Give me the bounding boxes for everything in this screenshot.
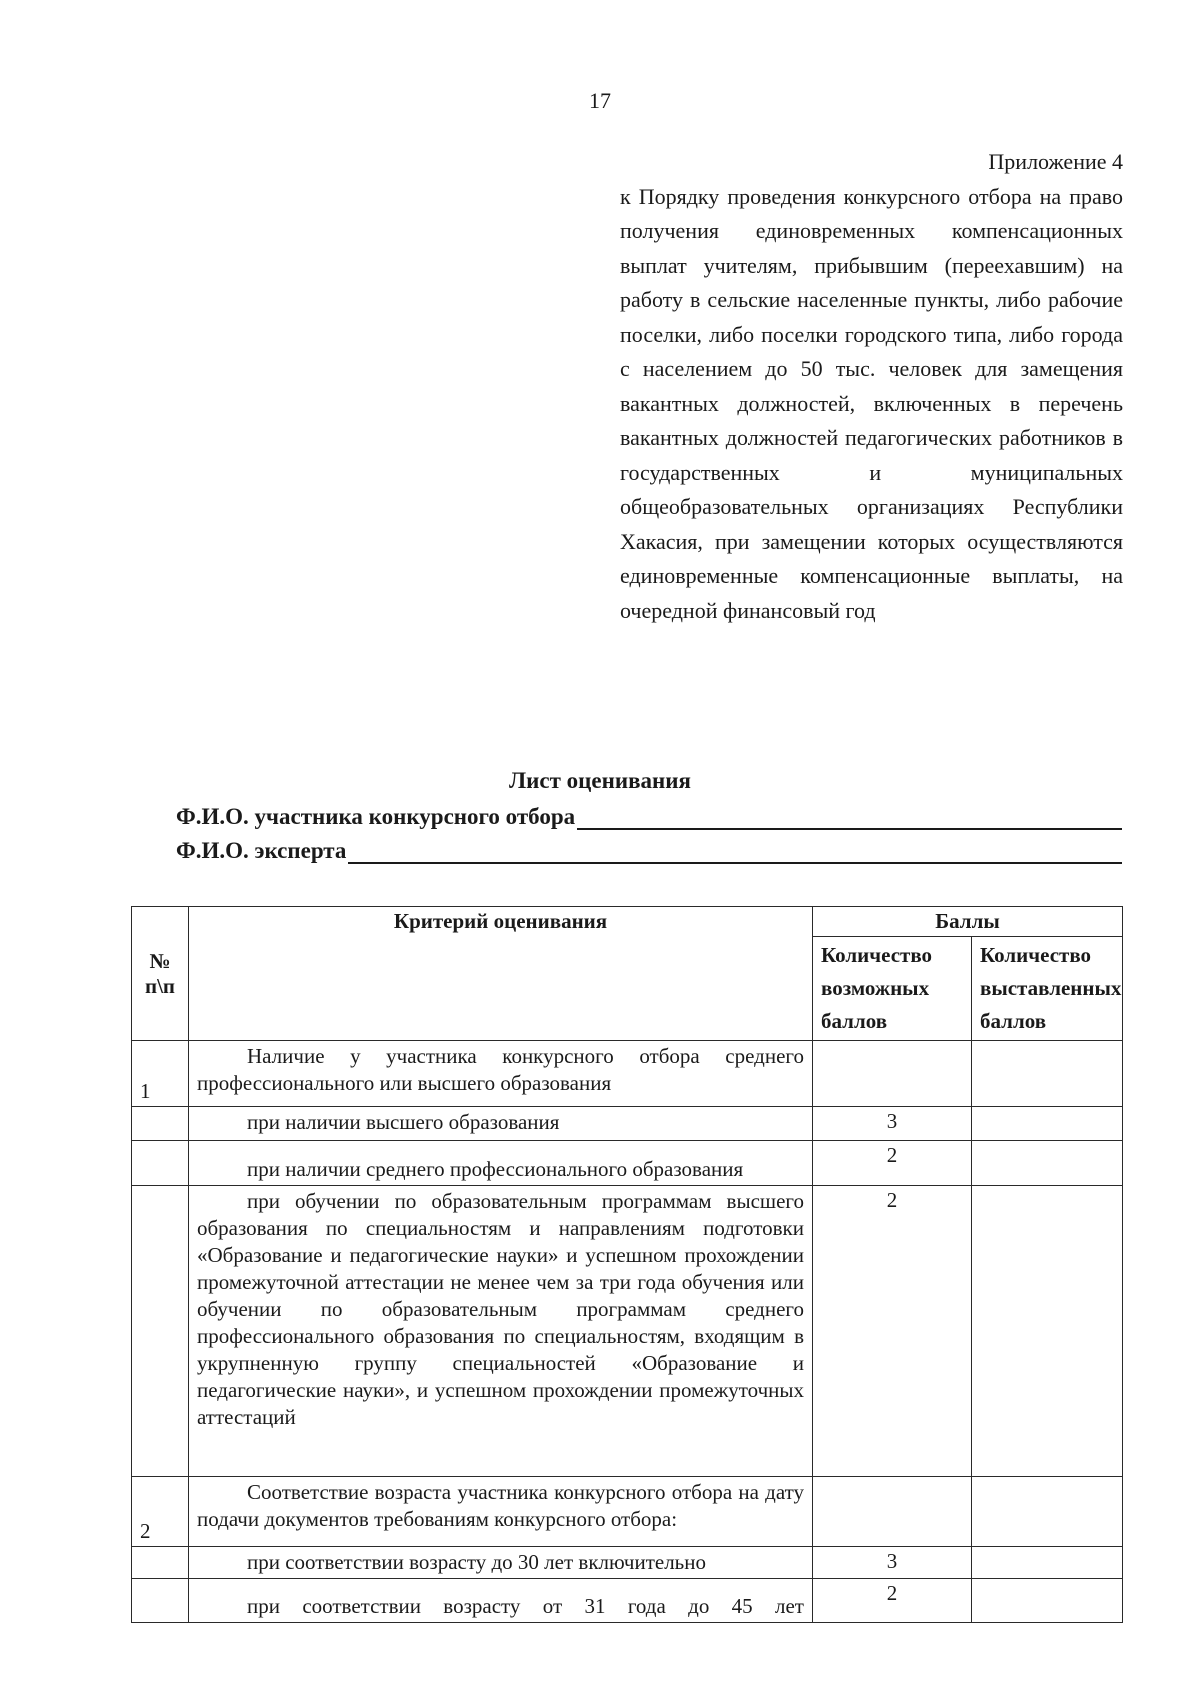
page-number: 17 (589, 88, 611, 113)
row-points: 3 (813, 1107, 972, 1141)
header-num: № п\п (132, 907, 189, 1041)
row-points: 2 (813, 1186, 972, 1477)
row-given-cell[interactable] (972, 1041, 1123, 1107)
appendix-title: Приложение 4 (988, 149, 1123, 174)
row-criterion: при соответствии возрасту от 31 года до 45 лет (189, 1579, 813, 1623)
row-given-cell[interactable] (972, 1107, 1123, 1141)
header-given: Количество выставленных баллов (972, 937, 1123, 1041)
participant-blank-line[interactable] (577, 804, 1122, 830)
expert-name-field (176, 838, 1122, 864)
expert-blank-line[interactable] (348, 838, 1122, 864)
row-num: 2 (132, 1477, 189, 1547)
row-criterion: при обучении по образовательным программам высшего образования по специальностям и направлениям подготовки «Образование и педагогические науки» и успешном прохождении промежуточной аттестации не менее чем за три года обучения или обучении по образовательным программам среднего профессионального образования по специальностям, входящим в укрупненную группу специальностей «Образование и педагогические науки», и успешном прохождении промежуточных аттестаций (189, 1186, 813, 1477)
participant-name-field (176, 804, 1122, 830)
row-num: 1 (132, 1041, 189, 1107)
row-given-cell[interactable] (972, 1579, 1123, 1623)
table-row (132, 1141, 1123, 1186)
row-given-cell[interactable] (972, 1547, 1123, 1579)
row-points: 2 (813, 1579, 972, 1623)
header-points: Баллы (813, 907, 1123, 937)
row-num (132, 1107, 189, 1141)
appendix-header (620, 145, 1123, 628)
row-given-cell[interactable] (972, 1477, 1123, 1547)
row-criterion: Наличие у участника конкурсного отбора среднего профессионального или высшего образования (189, 1041, 813, 1107)
table-header-row (132, 907, 1123, 937)
appendix-body: к Порядку проведения конкурсного отбора на право получения единовременных компенсационных выплат учителям, прибывшим (переехавшим) на работу в сельские населенные пункты, либо рабочие поселки, либо поселки городского типа, либо города с населением до 50 тыс. человек для замещения вакантных должностей, включенных в перечень вакантных должностей педагогических работников в государственных и муниципальных общеобразовательных организациях Республики Хакасия, при замещении которых осуществляются единовременные компенсационные выплаты, на очередной финансовый год (620, 183, 1123, 623)
row-given-cell[interactable] (972, 1186, 1123, 1477)
row-points (813, 1477, 972, 1547)
header-possible: Количество возможных баллов (813, 937, 972, 1041)
header-criterion: Критерий оценивания (189, 907, 813, 1041)
participant-label: Ф.И.О. участника конкурсного отбора (176, 804, 576, 829)
row-given-cell[interactable] (972, 1141, 1123, 1186)
row-num (132, 1579, 189, 1623)
row-num (132, 1547, 189, 1579)
sheet-title: Лист оценивания (509, 768, 691, 793)
row-num (132, 1186, 189, 1477)
table-row (132, 1477, 1123, 1547)
row-criterion: при соответствии возрасту до 30 лет включительно (189, 1547, 813, 1579)
evaluation-table (131, 906, 1123, 1623)
row-criterion: Соответствие возраста участника конкурсного отбора на дату подачи документов требованиям конкурсного отбора: (189, 1477, 813, 1547)
table-row (132, 1579, 1123, 1623)
expert-label: Ф.И.О. эксперта (176, 838, 347, 863)
table-row (132, 1547, 1123, 1579)
table-row (132, 1186, 1123, 1477)
row-points (813, 1041, 972, 1107)
row-criterion: при наличии высшего образования (189, 1107, 813, 1141)
table-row (132, 1041, 1123, 1107)
table-row (132, 1107, 1123, 1141)
row-num (132, 1141, 189, 1186)
row-criterion: при наличии среднего профессионального образования (189, 1141, 813, 1186)
row-points: 3 (813, 1547, 972, 1579)
row-points: 2 (813, 1141, 972, 1186)
